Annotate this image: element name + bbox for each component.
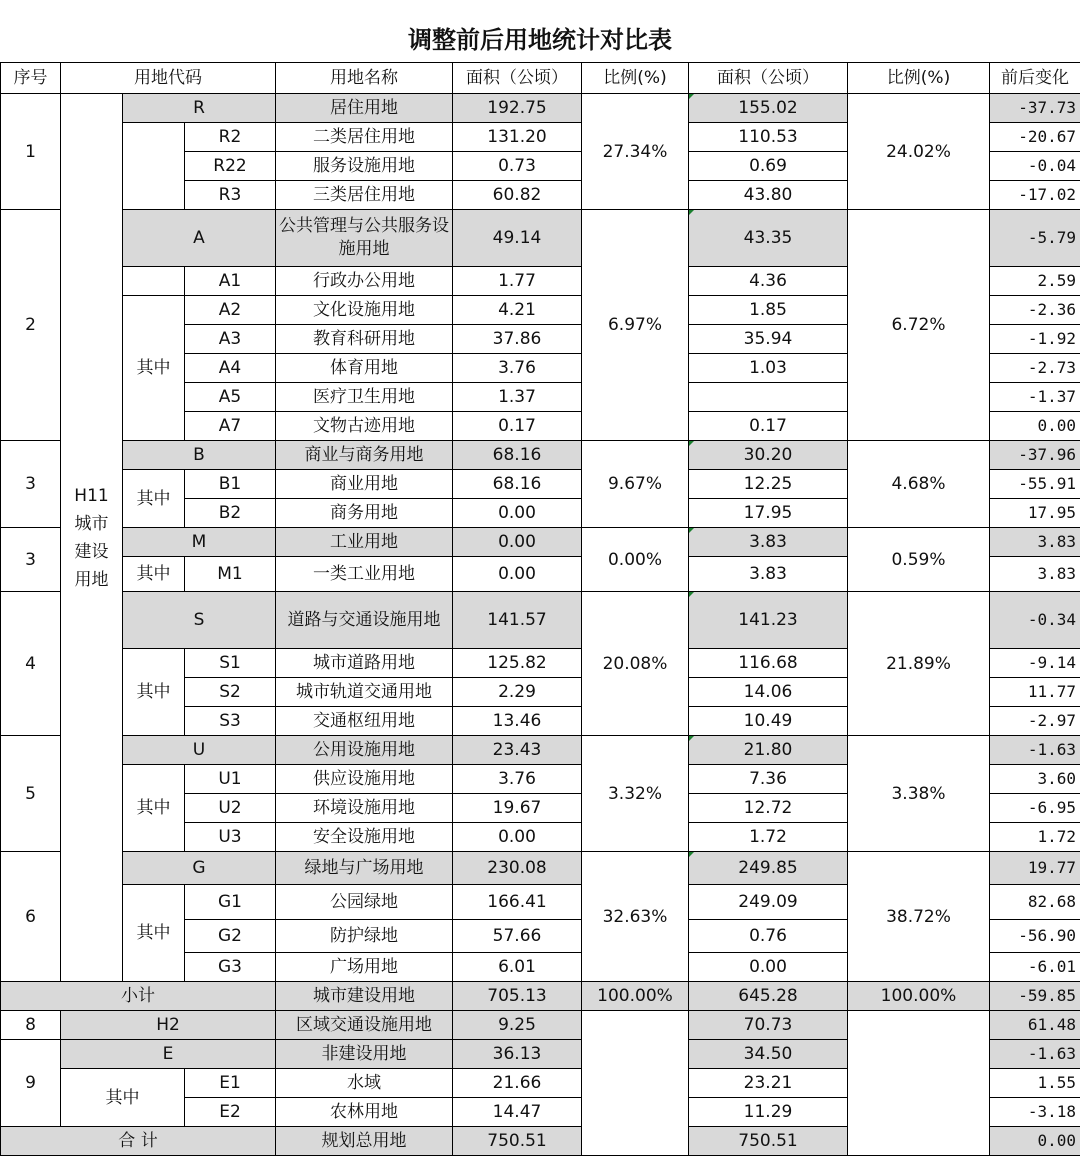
qizhong-cell: 其中	[123, 765, 185, 852]
code-cell: A4	[185, 354, 276, 383]
area-before-cell: 230.08	[453, 852, 582, 885]
code-cell: R	[123, 94, 276, 123]
name-cell: 防护绿地	[276, 920, 453, 953]
ratio-after-cell: 3.38%	[848, 736, 990, 852]
ratio-after-cell: 0.59%	[848, 528, 990, 592]
land-use-comparison-table	[0, 62, 1080, 1156]
area-before-cell: 166.41	[453, 885, 582, 920]
code-cell: A	[123, 210, 276, 267]
table-row	[1, 528, 1080, 557]
name-cell: 城市道路用地	[276, 649, 453, 678]
change-cell: -6.95	[990, 794, 1080, 823]
table-row	[1, 736, 1080, 765]
area-after-cell: 11.29	[689, 1098, 848, 1127]
name-cell: 体育用地	[276, 354, 453, 383]
change-cell: -55.91	[990, 470, 1080, 499]
change-cell: -1.63	[990, 736, 1080, 765]
change-cell: -2.97	[990, 707, 1080, 736]
blank-cell	[123, 267, 185, 296]
area-after-cell: 1.85	[689, 296, 848, 325]
ratio-after-cell: 4.68%	[848, 441, 990, 528]
total-label: 合 计	[1, 1127, 276, 1156]
area-after-cell: 141.23	[689, 592, 848, 649]
area-after-cell: 23.21	[689, 1069, 848, 1098]
change-cell: -0.04	[990, 152, 1080, 181]
area-before-cell: 1.37	[453, 383, 582, 412]
qizhong-cell: 其中	[123, 885, 185, 982]
area-before-cell: 60.82	[453, 181, 582, 210]
area-after-cell: 110.53	[689, 123, 848, 152]
name-cell: 广场用地	[276, 953, 453, 982]
area-after-cell: 3.83	[689, 528, 848, 557]
area-before-cell: 37.86	[453, 325, 582, 354]
change-cell: -6.01	[990, 953, 1080, 982]
area-before-cell: 13.46	[453, 707, 582, 736]
name-cell: 城市轨道交通用地	[276, 678, 453, 707]
change-cell: -17.02	[990, 181, 1080, 210]
change-cell: -2.73	[990, 354, 1080, 383]
subtotal-after: 645.28	[689, 982, 848, 1011]
area-before-cell: 68.16	[453, 441, 582, 470]
change-cell: -1.63	[990, 1040, 1080, 1069]
change-cell: 3.60	[990, 765, 1080, 794]
code-cell: B1	[185, 470, 276, 499]
ratio-before-cell: 9.67%	[582, 441, 689, 528]
area-before-cell: 0.00	[453, 823, 582, 852]
code-cell: M	[123, 528, 276, 557]
code-cell: A3	[185, 325, 276, 354]
change-cell: -9.14	[990, 649, 1080, 678]
area-before-cell: 23.43	[453, 736, 582, 765]
ratio-before-cell: 3.32%	[582, 736, 689, 852]
change-cell: 19.77	[990, 852, 1080, 885]
area-before-cell: 21.66	[453, 1069, 582, 1098]
name-cell: 三类居住用地	[276, 181, 453, 210]
change-cell: 61.48	[990, 1011, 1080, 1040]
area-after-cell: 30.20	[689, 441, 848, 470]
area-before-cell: 0.00	[453, 499, 582, 528]
code-cell: E2	[185, 1098, 276, 1127]
area-after-cell: 12.72	[689, 794, 848, 823]
header-seq: 序号	[1, 63, 61, 94]
header-code: 用地代码	[61, 63, 276, 94]
change-cell: 17.95	[990, 499, 1080, 528]
seq-cell: 6	[1, 852, 61, 982]
change-cell: 0.00	[990, 412, 1080, 441]
qizhong-cell: 其中	[61, 1069, 185, 1127]
area-after-cell: 10.49	[689, 707, 848, 736]
seq-cell: 1	[1, 94, 61, 210]
name-cell: 一类工业用地	[276, 557, 453, 592]
area-before-cell: 131.20	[453, 123, 582, 152]
seq-cell: 3	[1, 528, 61, 592]
code-cell: U1	[185, 765, 276, 794]
code-cell: S	[123, 592, 276, 649]
code-cell: E1	[185, 1069, 276, 1098]
change-cell: -37.73	[990, 94, 1080, 123]
area-before-cell: 49.14	[453, 210, 582, 267]
area-before-cell: 14.47	[453, 1098, 582, 1127]
area-after-cell: 116.68	[689, 649, 848, 678]
name-cell: 文化设施用地	[276, 296, 453, 325]
qizhong-cell: 其中	[123, 557, 185, 592]
table-row	[1, 852, 1080, 885]
total-name: 规划总用地	[276, 1127, 453, 1156]
area-before-cell: 0.00	[453, 528, 582, 557]
code-cell: A2	[185, 296, 276, 325]
ratio-after-cell: 38.72%	[848, 852, 990, 982]
area-before-cell: 3.76	[453, 765, 582, 794]
ratio-before-cell: 32.63%	[582, 852, 689, 982]
name-cell: 医疗卫生用地	[276, 383, 453, 412]
area-after-cell: 3.83	[689, 557, 848, 592]
change-cell: 1.55	[990, 1069, 1080, 1098]
blank-cell	[582, 1011, 689, 1156]
area-before-cell: 3.76	[453, 354, 582, 383]
area-before-cell: 36.13	[453, 1040, 582, 1069]
code-cell: U3	[185, 823, 276, 852]
ratio-before-cell: 20.08%	[582, 592, 689, 736]
name-cell: 农林用地	[276, 1098, 453, 1127]
header-ratio-after: 比例(%)	[848, 63, 990, 94]
area-after-cell: 249.09	[689, 885, 848, 920]
group-label: H11城市建设用地	[72, 482, 112, 594]
change-cell: 1.72	[990, 823, 1080, 852]
name-cell: 环境设施用地	[276, 794, 453, 823]
code-cell: G3	[185, 953, 276, 982]
name-cell: 商务用地	[276, 499, 453, 528]
change-cell: -37.96	[990, 441, 1080, 470]
name-cell: 安全设施用地	[276, 823, 453, 852]
name-cell: 文物古迹用地	[276, 412, 453, 441]
name-cell: 公共管理与公共服务设施用地	[276, 210, 453, 267]
area-after-cell: 4.36	[689, 267, 848, 296]
table-title: 调整前后用地统计对比表	[0, 0, 1080, 62]
code-cell: U	[123, 736, 276, 765]
subtotal-change: -59.85	[990, 982, 1080, 1011]
table-row	[1, 210, 1080, 267]
total-before: 750.51	[453, 1127, 582, 1156]
name-cell: 服务设施用地	[276, 152, 453, 181]
seq-cell: 9	[1, 1040, 61, 1127]
ratio-before-cell: 0.00%	[582, 528, 689, 592]
area-before-cell: 125.82	[453, 649, 582, 678]
area-before-cell: 0.00	[453, 557, 582, 592]
code-cell: G2	[185, 920, 276, 953]
change-cell: 11.77	[990, 678, 1080, 707]
change-cell: 82.68	[990, 885, 1080, 920]
code-cell: S2	[185, 678, 276, 707]
area-after-cell: 43.35	[689, 210, 848, 267]
area-after-cell: 1.03	[689, 354, 848, 383]
total-change: 0.00	[990, 1127, 1080, 1156]
area-before-cell: 57.66	[453, 920, 582, 953]
seq-cell: 2	[1, 210, 61, 441]
code-cell: A1	[185, 267, 276, 296]
code-cell: B2	[185, 499, 276, 528]
name-cell: 行政办公用地	[276, 267, 453, 296]
header-row	[1, 63, 1080, 94]
area-after-cell: 14.06	[689, 678, 848, 707]
name-cell: 公用设施用地	[276, 736, 453, 765]
ratio-after-cell: 24.02%	[848, 94, 990, 210]
area-after-cell: 7.36	[689, 765, 848, 794]
area-before-cell: 192.75	[453, 94, 582, 123]
area-before-cell: 4.21	[453, 296, 582, 325]
change-cell: 2.59	[990, 267, 1080, 296]
seq-cell: 8	[1, 1011, 61, 1040]
header-area-after: 面积（公顷）	[689, 63, 848, 94]
name-cell: 商业用地	[276, 470, 453, 499]
change-cell: 3.83	[990, 557, 1080, 592]
subtotal-row	[1, 982, 1080, 1011]
change-cell: -20.67	[990, 123, 1080, 152]
header-change: 前后变化	[990, 63, 1080, 94]
ratio-before-cell: 27.34%	[582, 94, 689, 210]
change-cell: -0.34	[990, 592, 1080, 649]
ratio-after-cell: 6.72%	[848, 210, 990, 441]
name-cell: 道路与交通设施用地	[276, 592, 453, 649]
code-cell: A5	[185, 383, 276, 412]
area-after-cell: 249.85	[689, 852, 848, 885]
code-cell: G	[123, 852, 276, 885]
name-cell: 工业用地	[276, 528, 453, 557]
area-before-cell: 6.01	[453, 953, 582, 982]
table-row	[1, 1011, 1080, 1040]
subtotal-label: 小计	[1, 982, 276, 1011]
area-after-cell: 0.17	[689, 412, 848, 441]
seq-cell: 4	[1, 592, 61, 736]
name-cell: 水域	[276, 1069, 453, 1098]
blank-cell	[123, 123, 185, 210]
code-cell: S1	[185, 649, 276, 678]
name-cell: 非建设用地	[276, 1040, 453, 1069]
name-cell: 公园绿地	[276, 885, 453, 920]
area-before-cell: 0.73	[453, 152, 582, 181]
change-cell: -1.37	[990, 383, 1080, 412]
code-cell: M1	[185, 557, 276, 592]
area-before-cell: 19.67	[453, 794, 582, 823]
header-ratio-before: 比例(%)	[582, 63, 689, 94]
blank-cell	[848, 1011, 990, 1156]
group-label-cell	[61, 94, 123, 982]
name-cell: 交通枢纽用地	[276, 707, 453, 736]
ratio-before-cell: 6.97%	[582, 210, 689, 441]
table-row	[1, 441, 1080, 470]
area-after-cell: 17.95	[689, 499, 848, 528]
code-cell: U2	[185, 794, 276, 823]
change-cell: -3.18	[990, 1098, 1080, 1127]
change-cell: 3.83	[990, 528, 1080, 557]
subtotal-ratio-after: 100.00%	[848, 982, 990, 1011]
total-after: 750.51	[689, 1127, 848, 1156]
qizhong-cell: 其中	[123, 649, 185, 736]
area-after-cell: 0.76	[689, 920, 848, 953]
change-cell: -2.36	[990, 296, 1080, 325]
code-cell: S3	[185, 707, 276, 736]
area-after-cell: 0.69	[689, 152, 848, 181]
header-name: 用地名称	[276, 63, 453, 94]
area-before-cell: 141.57	[453, 592, 582, 649]
name-cell: 区域交通设施用地	[276, 1011, 453, 1040]
area-after-cell	[689, 383, 848, 412]
area-after-cell: 0.00	[689, 953, 848, 982]
code-cell: B	[123, 441, 276, 470]
table-row	[1, 94, 1080, 123]
subtotal-name: 城市建设用地	[276, 982, 453, 1011]
table-row	[1, 592, 1080, 649]
code-cell: A7	[185, 412, 276, 441]
code-cell: R22	[185, 152, 276, 181]
name-cell: 教育科研用地	[276, 325, 453, 354]
seq-cell: 5	[1, 736, 61, 852]
change-cell: -1.92	[990, 325, 1080, 354]
change-cell: -56.90	[990, 920, 1080, 953]
area-after-cell: 155.02	[689, 94, 848, 123]
area-before-cell: 0.17	[453, 412, 582, 441]
ratio-after-cell: 21.89%	[848, 592, 990, 736]
code-cell: E	[61, 1040, 276, 1069]
area-before-cell: 68.16	[453, 470, 582, 499]
change-cell: -5.79	[990, 210, 1080, 267]
area-before-cell: 9.25	[453, 1011, 582, 1040]
code-cell: H2	[61, 1011, 276, 1040]
name-cell: 居住用地	[276, 94, 453, 123]
code-cell: G1	[185, 885, 276, 920]
subtotal-before: 705.13	[453, 982, 582, 1011]
area-after-cell: 1.72	[689, 823, 848, 852]
name-cell: 二类居住用地	[276, 123, 453, 152]
name-cell: 商业与商务用地	[276, 441, 453, 470]
area-after-cell: 34.50	[689, 1040, 848, 1069]
area-after-cell: 21.80	[689, 736, 848, 765]
header-area-before: 面积（公顷）	[453, 63, 582, 94]
qizhong-cell: 其中	[123, 296, 185, 441]
code-cell: R2	[185, 123, 276, 152]
area-before-cell: 2.29	[453, 678, 582, 707]
area-after-cell: 43.80	[689, 181, 848, 210]
area-after-cell: 35.94	[689, 325, 848, 354]
qizhong-cell: 其中	[123, 470, 185, 528]
area-before-cell: 1.77	[453, 267, 582, 296]
area-after-cell: 70.73	[689, 1011, 848, 1040]
code-cell: R3	[185, 181, 276, 210]
seq-cell: 3	[1, 441, 61, 528]
subtotal-ratio-before: 100.00%	[582, 982, 689, 1011]
area-after-cell: 12.25	[689, 470, 848, 499]
name-cell: 供应设施用地	[276, 765, 453, 794]
name-cell: 绿地与广场用地	[276, 852, 453, 885]
